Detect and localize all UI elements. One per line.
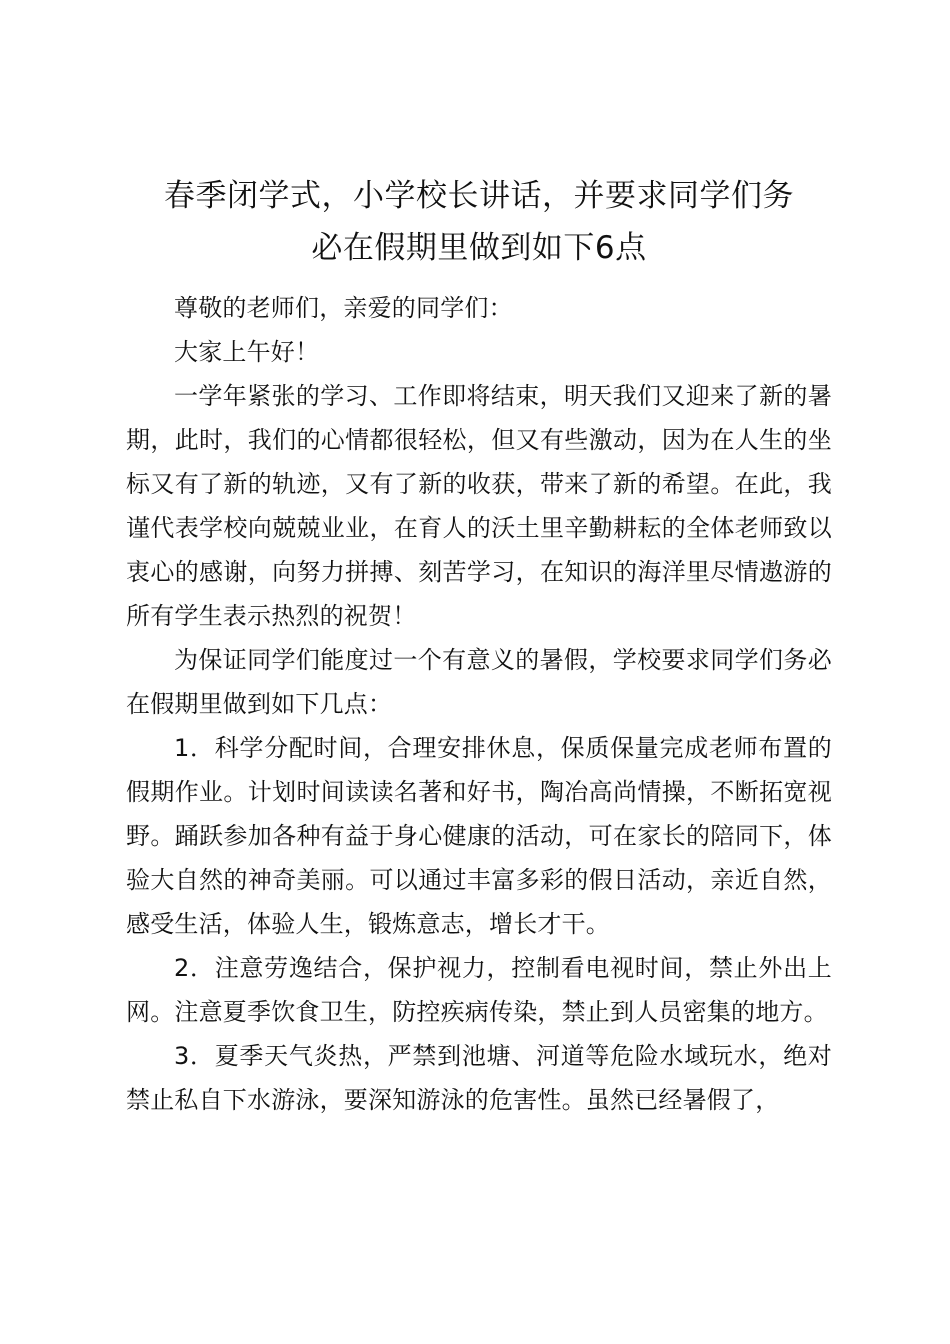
document-title <box>126 170 832 274</box>
document-body <box>126 170 832 1122</box>
greeting: 大家上午好！ <box>174 338 320 366</box>
title-line-2: 必在假期里做到如下6点 <box>311 230 647 266</box>
title-line-1: 春季闭学式，小学校长讲话，并要求同学们务 <box>164 178 794 214</box>
body-paragraph: 一学年紧张的学习、工作即将结束，明天我们又迎来了新的暑期，此时，我们的心情都很轻松，但又有些激动，因为在人生的坐标又有了新的轨迹，又有了新的收获，带来了新的希望。在此，我谨代表学校向兢兢业业，在育人的沃土里辛勤耕耘的全体老师致以衷心的感谢，向努力拼搏、刻苦学习，在知识的海洋里尽情遨游的所有学生表示热烈的祝贺！ <box>126 382 832 630</box>
salutation: 尊敬的老师们，亲爱的同学们： <box>174 294 513 322</box>
list-item: 1．科学分配时间，合理安排休息，保质保量完成老师布置的假期作业。计划时间读读名著和好书，陶冶高尚情操，不断拓宽视野。踊跃参加各种有益于身心健康的活动，可在家长的陪同下，体验大自然的神奇美丽。可以通过丰富多彩的假日活动，亲近自然，感受生活，体验人生，锻炼意志，增长才干。 <box>126 734 832 938</box>
body-paragraph: 为保证同学们能度过一个有意义的暑假，学校要求同学们务必在假期里做到如下几点： <box>126 646 832 718</box>
list-item: 3．夏季天气炎热，严禁到池塘、河道等危险水域玩水，绝对禁止私自下水游泳，要深知游泳的危害性。虽然已经暑假了， <box>126 1042 832 1114</box>
list-item: 2．注意劳逸结合，保护视力，控制看电视时间，禁止外出上网。注意夏季饮食卫生，防控疾病传染，禁止到人员密集的地方。 <box>126 954 832 1026</box>
